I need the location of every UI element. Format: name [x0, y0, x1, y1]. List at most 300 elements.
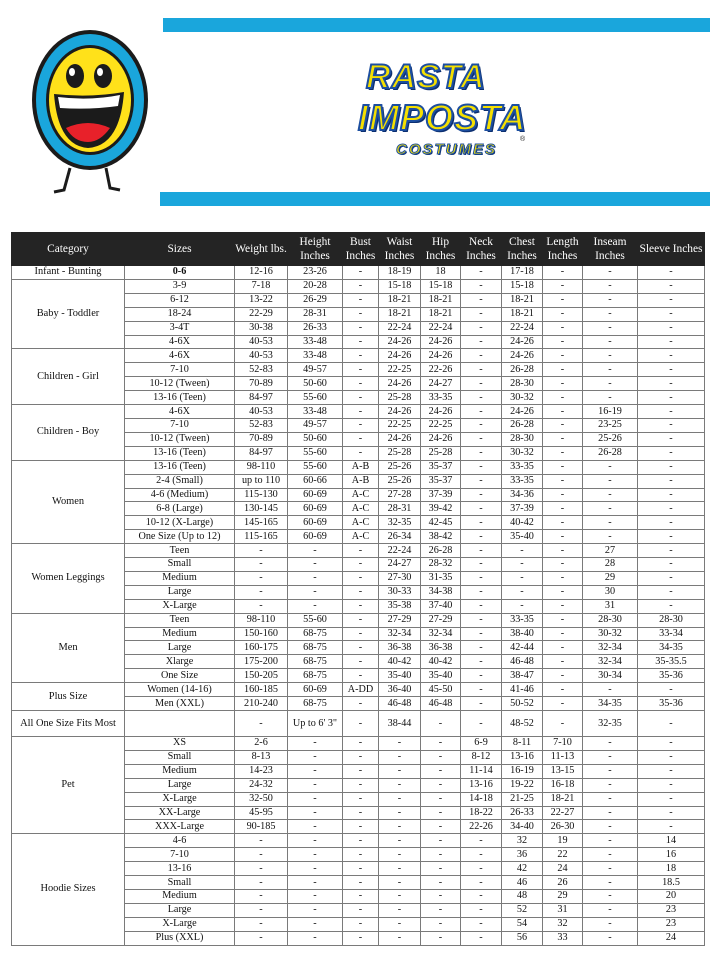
- measurement-cell: 40-42: [421, 655, 461, 669]
- measurement-cell: -: [583, 460, 638, 474]
- measurement-cell: 32: [543, 917, 583, 931]
- size-cell: Teen: [125, 544, 235, 558]
- measurement-cell: -: [379, 820, 421, 834]
- column-header: Weight lbs.: [235, 233, 288, 266]
- measurement-cell: 8-11: [502, 737, 543, 751]
- measurement-cell: -: [379, 792, 421, 806]
- measurement-cell: -: [343, 641, 379, 655]
- measurement-cell: 40-53: [235, 405, 288, 419]
- measurement-cell: 33-35: [502, 474, 543, 488]
- measurement-cell: -: [461, 697, 502, 711]
- measurement-cell: 16-19: [502, 764, 543, 778]
- measurement-cell: -: [461, 363, 502, 377]
- column-header: Neck Inches: [461, 233, 502, 266]
- measurement-cell: -: [583, 335, 638, 349]
- size-cell: 2-4 (Small): [125, 474, 235, 488]
- measurement-cell: 24-27: [421, 377, 461, 391]
- measurement-cell: 24-26: [502, 335, 543, 349]
- size-cell: Small: [125, 750, 235, 764]
- measurement-cell: 55-60: [288, 446, 343, 460]
- measurement-cell: 28: [583, 558, 638, 572]
- measurement-cell: 150-205: [235, 669, 288, 683]
- measurement-cell: -: [343, 627, 379, 641]
- measurement-cell: 22-25: [421, 418, 461, 432]
- measurement-cell: 150-160: [235, 627, 288, 641]
- measurement-cell: 26-28: [502, 363, 543, 377]
- measurement-cell: -: [583, 931, 638, 945]
- measurement-cell: -: [421, 778, 461, 792]
- column-header: Sleeve Inches: [638, 233, 705, 266]
- measurement-cell: -: [583, 820, 638, 834]
- measurement-cell: 35-40: [379, 669, 421, 683]
- measurement-cell: 33-34: [638, 627, 705, 641]
- measurement-cell: 34-40: [502, 820, 543, 834]
- measurement-cell: -: [379, 750, 421, 764]
- measurement-cell: 24-26: [421, 349, 461, 363]
- measurement-cell: 33-48: [288, 349, 343, 363]
- measurement-cell: -: [461, 460, 502, 474]
- table-row: [12, 834, 705, 848]
- measurement-cell: -: [421, 764, 461, 778]
- measurement-cell: -: [543, 307, 583, 321]
- measurement-cell: -: [638, 750, 705, 764]
- measurement-cell: -: [343, 778, 379, 792]
- measurement-cell: 41-46: [502, 683, 543, 697]
- measurement-cell: 54: [502, 917, 543, 931]
- measurement-cell: -: [288, 750, 343, 764]
- measurement-cell: -: [638, 321, 705, 335]
- measurement-cell: -: [343, 792, 379, 806]
- measurement-cell: 32-50: [235, 792, 288, 806]
- column-header: Hip Inches: [421, 233, 461, 266]
- size-cell: X-Large: [125, 792, 235, 806]
- measurement-cell: 11-14: [461, 764, 502, 778]
- measurement-cell: 60-66: [288, 474, 343, 488]
- measurement-cell: -: [343, 820, 379, 834]
- measurement-cell: 16-18: [543, 778, 583, 792]
- measurement-cell: -: [583, 321, 638, 335]
- measurement-cell: -: [461, 488, 502, 502]
- measurement-cell: -: [543, 711, 583, 737]
- measurement-cell: 8-12: [461, 750, 502, 764]
- measurement-cell: -: [461, 655, 502, 669]
- measurement-cell: -: [461, 321, 502, 335]
- measurement-cell: -: [343, 931, 379, 945]
- measurement-cell: -: [461, 585, 502, 599]
- measurement-cell: 40-42: [502, 516, 543, 530]
- measurement-cell: -: [461, 405, 502, 419]
- measurement-cell: -: [543, 599, 583, 613]
- measurement-cell: -: [638, 307, 705, 321]
- measurement-cell: -: [421, 834, 461, 848]
- measurement-cell: -: [461, 669, 502, 683]
- measurement-cell: -: [421, 876, 461, 890]
- measurement-cell: -: [461, 558, 502, 572]
- measurement-cell: 34-35: [583, 697, 638, 711]
- measurement-cell: 35-40: [502, 530, 543, 544]
- measurement-cell: 27-29: [421, 613, 461, 627]
- size-cell: 7-10: [125, 848, 235, 862]
- measurement-cell: 13-16: [502, 750, 543, 764]
- measurement-cell: 210-240: [235, 697, 288, 711]
- size-cell: Xlarge: [125, 655, 235, 669]
- measurement-cell: -: [379, 903, 421, 917]
- measurement-cell: -: [543, 585, 583, 599]
- measurement-cell: -: [421, 792, 461, 806]
- measurement-cell: -: [461, 571, 502, 585]
- measurement-cell: 28-31: [379, 502, 421, 516]
- measurement-cell: 37-39: [421, 488, 461, 502]
- measurement-cell: 22-26: [421, 363, 461, 377]
- measurement-cell: 31: [543, 903, 583, 917]
- measurement-cell: 26-33: [288, 321, 343, 335]
- measurement-cell: 32-34: [583, 655, 638, 669]
- measurement-cell: up to 110: [235, 474, 288, 488]
- measurement-cell: -: [543, 460, 583, 474]
- measurement-cell: 70-89: [235, 432, 288, 446]
- measurement-cell: -: [461, 711, 502, 737]
- size-cell: Women (14-16): [125, 683, 235, 697]
- measurement-cell: -: [421, 750, 461, 764]
- measurement-cell: -: [288, 862, 343, 876]
- measurement-cell: -: [461, 613, 502, 627]
- measurement-cell: 42: [502, 862, 543, 876]
- measurement-cell: 30-32: [502, 446, 543, 460]
- measurement-cell: A-B: [343, 460, 379, 474]
- measurement-cell: 18-21: [502, 307, 543, 321]
- measurement-cell: 24-26: [379, 335, 421, 349]
- measurement-cell: 15-18: [421, 279, 461, 293]
- measurement-cell: -: [343, 862, 379, 876]
- measurement-cell: 22-24: [421, 321, 461, 335]
- measurement-cell: -: [543, 502, 583, 516]
- measurement-cell: -: [288, 571, 343, 585]
- size-cell: 13-16 (Teen): [125, 460, 235, 474]
- measurement-cell: 16-19: [583, 405, 638, 419]
- measurement-cell: 23: [638, 917, 705, 931]
- size-cell: Large: [125, 641, 235, 655]
- measurement-cell: -: [583, 806, 638, 820]
- measurement-cell: -: [461, 293, 502, 307]
- measurement-cell: -: [638, 558, 705, 572]
- measurement-cell: 18-19: [379, 266, 421, 280]
- measurement-cell: -: [343, 266, 379, 280]
- measurement-cell: -: [583, 488, 638, 502]
- measurement-cell: -: [343, 293, 379, 307]
- measurement-cell: -: [638, 293, 705, 307]
- measurement-cell: 30-34: [583, 669, 638, 683]
- measurement-cell: -: [343, 903, 379, 917]
- measurement-cell: -: [288, 903, 343, 917]
- measurement-cell: -: [235, 585, 288, 599]
- measurement-cell: 46: [502, 876, 543, 890]
- logo-line-3: COSTUMES: [396, 141, 498, 158]
- size-cell: Large: [125, 778, 235, 792]
- measurement-cell: 32: [502, 834, 543, 848]
- measurement-cell: 29: [583, 571, 638, 585]
- size-cell: 7-10: [125, 363, 235, 377]
- measurement-cell: 18-22: [461, 806, 502, 820]
- size-cell: 10-12 (Tween): [125, 432, 235, 446]
- measurement-cell: 70-89: [235, 377, 288, 391]
- measurement-cell: -: [543, 544, 583, 558]
- measurement-cell: -: [461, 917, 502, 931]
- measurement-cell: 160-175: [235, 641, 288, 655]
- measurement-cell: 60-69: [288, 502, 343, 516]
- measurement-cell: 28-31: [288, 307, 343, 321]
- rasta-imposta-logo: [358, 58, 528, 166]
- measurement-cell: -: [638, 737, 705, 751]
- measurement-cell: 55-60: [288, 391, 343, 405]
- measurement-cell: -: [543, 363, 583, 377]
- measurement-cell: -: [543, 293, 583, 307]
- measurement-cell: 30-32: [502, 391, 543, 405]
- measurement-cell: 28-32: [421, 558, 461, 572]
- measurement-cell: 22-27: [543, 806, 583, 820]
- measurement-cell: -: [421, 931, 461, 945]
- table-row: [12, 613, 705, 627]
- measurement-cell: 33-35: [502, 460, 543, 474]
- measurement-cell: 22-24: [379, 321, 421, 335]
- measurement-cell: 60-69: [288, 488, 343, 502]
- measurement-cell: -: [583, 862, 638, 876]
- measurement-cell: 22-29: [235, 307, 288, 321]
- measurement-cell: -: [461, 544, 502, 558]
- size-cell: 3-4T: [125, 321, 235, 335]
- measurement-cell: 46-48: [379, 697, 421, 711]
- measurement-cell: -: [421, 903, 461, 917]
- measurement-cell: -: [461, 335, 502, 349]
- measurement-cell: -: [461, 446, 502, 460]
- measurement-cell: 31-35: [421, 571, 461, 585]
- measurement-cell: 33-48: [288, 405, 343, 419]
- measurement-cell: 32-35: [379, 516, 421, 530]
- measurement-cell: 14-18: [461, 792, 502, 806]
- measurement-cell: -: [343, 279, 379, 293]
- measurement-cell: -: [583, 764, 638, 778]
- measurement-cell: -: [638, 418, 705, 432]
- size-cell: Men (XXL): [125, 697, 235, 711]
- measurement-cell: A-B: [343, 474, 379, 488]
- smiley-mascot-icon: [20, 28, 155, 198]
- measurement-cell: 15-18: [502, 279, 543, 293]
- measurement-cell: 35-36: [638, 697, 705, 711]
- measurement-cell: -: [343, 848, 379, 862]
- measurement-cell: 33-48: [288, 335, 343, 349]
- measurement-cell: -: [638, 266, 705, 280]
- measurement-cell: -: [638, 764, 705, 778]
- measurement-cell: -: [543, 418, 583, 432]
- size-cell: [125, 711, 235, 737]
- measurement-cell: 32-34: [421, 627, 461, 641]
- measurement-cell: 23-26: [288, 266, 343, 280]
- measurement-cell: -: [379, 737, 421, 751]
- measurement-cell: 52-83: [235, 363, 288, 377]
- measurement-cell: -: [343, 613, 379, 627]
- measurement-cell: 115-165: [235, 530, 288, 544]
- measurement-cell: -: [421, 889, 461, 903]
- measurement-cell: 35-40: [421, 669, 461, 683]
- table-header-row: [12, 233, 705, 266]
- table-row: [12, 737, 705, 751]
- measurement-cell: 30-32: [583, 627, 638, 641]
- measurement-cell: -: [421, 820, 461, 834]
- measurement-cell: 34-35: [638, 641, 705, 655]
- measurement-cell: -: [235, 931, 288, 945]
- measurement-cell: -: [421, 711, 461, 737]
- category-cell: Plus Size: [12, 683, 125, 711]
- measurement-cell: -: [583, 307, 638, 321]
- measurement-cell: -: [543, 571, 583, 585]
- measurement-cell: -: [461, 903, 502, 917]
- measurement-cell: 35-35.5: [638, 655, 705, 669]
- measurement-cell: -: [543, 405, 583, 419]
- size-cell: 10-12 (X-Large): [125, 516, 235, 530]
- measurement-cell: -: [461, 889, 502, 903]
- measurement-cell: -: [235, 848, 288, 862]
- measurement-cell: -: [543, 627, 583, 641]
- measurement-cell: 29: [543, 889, 583, 903]
- category-cell: Pet: [12, 737, 125, 834]
- measurement-cell: -: [343, 446, 379, 460]
- measurement-cell: -: [343, 363, 379, 377]
- measurement-cell: -: [583, 750, 638, 764]
- measurement-cell: 27-29: [379, 613, 421, 627]
- measurement-cell: -: [343, 917, 379, 931]
- measurement-cell: -: [638, 377, 705, 391]
- measurement-cell: 60-69: [288, 516, 343, 530]
- measurement-cell: -: [461, 502, 502, 516]
- measurement-cell: -: [421, 862, 461, 876]
- measurement-cell: -: [638, 474, 705, 488]
- size-cell: 4-6X: [125, 349, 235, 363]
- measurement-cell: -: [583, 279, 638, 293]
- measurement-cell: -: [421, 917, 461, 931]
- measurement-cell: 13-16: [461, 778, 502, 792]
- size-cell: Plus (XXL): [125, 931, 235, 945]
- measurement-cell: 18.5: [638, 876, 705, 890]
- measurement-cell: 22-24: [502, 321, 543, 335]
- measurement-cell: 35-37: [421, 460, 461, 474]
- measurement-cell: 49-57: [288, 418, 343, 432]
- measurement-cell: 34-36: [502, 488, 543, 502]
- size-cell: 13-16: [125, 862, 235, 876]
- size-cell: Medium: [125, 889, 235, 903]
- category-cell: Baby - Toddler: [12, 279, 125, 349]
- measurement-cell: -: [583, 502, 638, 516]
- measurement-cell: -: [583, 391, 638, 405]
- measurement-cell: -: [421, 806, 461, 820]
- measurement-cell: -: [461, 266, 502, 280]
- measurement-cell: -: [502, 599, 543, 613]
- measurement-cell: 24-27: [379, 558, 421, 572]
- measurement-cell: -: [638, 391, 705, 405]
- measurement-cell: -: [288, 889, 343, 903]
- measurement-cell: 60-69: [288, 530, 343, 544]
- measurement-cell: -: [343, 335, 379, 349]
- measurement-cell: 42-45: [421, 516, 461, 530]
- measurement-cell: 50-52: [502, 697, 543, 711]
- measurement-cell: -: [543, 279, 583, 293]
- measurement-cell: 18: [638, 862, 705, 876]
- measurement-cell: 25-26: [379, 474, 421, 488]
- measurement-cell: -: [461, 377, 502, 391]
- measurement-cell: 22-25: [379, 418, 421, 432]
- measurement-cell: -: [288, 585, 343, 599]
- measurement-cell: -: [543, 669, 583, 683]
- measurement-cell: -: [343, 558, 379, 572]
- measurement-cell: 24-26: [421, 432, 461, 446]
- measurement-cell: -: [288, 737, 343, 751]
- measurement-cell: 19-22: [502, 778, 543, 792]
- measurement-cell: 26-34: [379, 530, 421, 544]
- measurement-cell: 68-75: [288, 655, 343, 669]
- measurement-cell: -: [583, 349, 638, 363]
- measurement-cell: 7-10: [543, 737, 583, 751]
- measurement-cell: -: [638, 599, 705, 613]
- measurement-cell: -: [343, 432, 379, 446]
- measurement-cell: -: [461, 834, 502, 848]
- measurement-cell: 24: [543, 862, 583, 876]
- measurement-cell: 36: [502, 848, 543, 862]
- measurement-cell: -: [583, 737, 638, 751]
- measurement-cell: 36-38: [421, 641, 461, 655]
- measurement-cell: -: [638, 711, 705, 737]
- measurement-cell: 11-13: [543, 750, 583, 764]
- measurement-cell: -: [288, 820, 343, 834]
- measurement-cell: -: [235, 903, 288, 917]
- measurement-cell: 18-21: [543, 792, 583, 806]
- table-row: [12, 349, 705, 363]
- measurement-cell: -: [461, 599, 502, 613]
- size-cell: One Size: [125, 669, 235, 683]
- measurement-cell: 25-28: [379, 446, 421, 460]
- size-cell: 0-6: [125, 266, 235, 280]
- measurement-cell: -: [288, 792, 343, 806]
- category-cell: Children - Girl: [12, 349, 125, 405]
- measurement-cell: 39-42: [421, 502, 461, 516]
- measurement-cell: 24-26: [502, 405, 543, 419]
- measurement-cell: 40-42: [379, 655, 421, 669]
- measurement-cell: 24-26: [502, 349, 543, 363]
- measurement-cell: -: [638, 806, 705, 820]
- measurement-cell: 15-18: [379, 279, 421, 293]
- measurement-cell: 28-30: [583, 613, 638, 627]
- measurement-cell: 42-44: [502, 641, 543, 655]
- measurement-cell: -: [343, 764, 379, 778]
- size-cell: XXX-Large: [125, 820, 235, 834]
- measurement-cell: 38-47: [502, 669, 543, 683]
- measurement-cell: 28-30: [638, 613, 705, 627]
- measurement-cell: 32-34: [583, 641, 638, 655]
- measurement-cell: -: [638, 792, 705, 806]
- measurement-cell: 24-26: [379, 377, 421, 391]
- measurement-cell: 38-44: [379, 711, 421, 737]
- measurement-cell: 30-33: [379, 585, 421, 599]
- measurement-cell: 26-28: [583, 446, 638, 460]
- category-cell: Women Leggings: [12, 544, 125, 614]
- measurement-cell: 37-39: [502, 502, 543, 516]
- measurement-cell: 27-28: [379, 488, 421, 502]
- measurement-cell: -: [638, 446, 705, 460]
- measurement-cell: -: [288, 764, 343, 778]
- measurement-cell: -: [543, 641, 583, 655]
- measurement-cell: 36-40: [379, 683, 421, 697]
- measurement-cell: 26-30: [543, 820, 583, 834]
- measurement-cell: 90-185: [235, 820, 288, 834]
- measurement-cell: -: [543, 432, 583, 446]
- measurement-cell: 22-24: [379, 544, 421, 558]
